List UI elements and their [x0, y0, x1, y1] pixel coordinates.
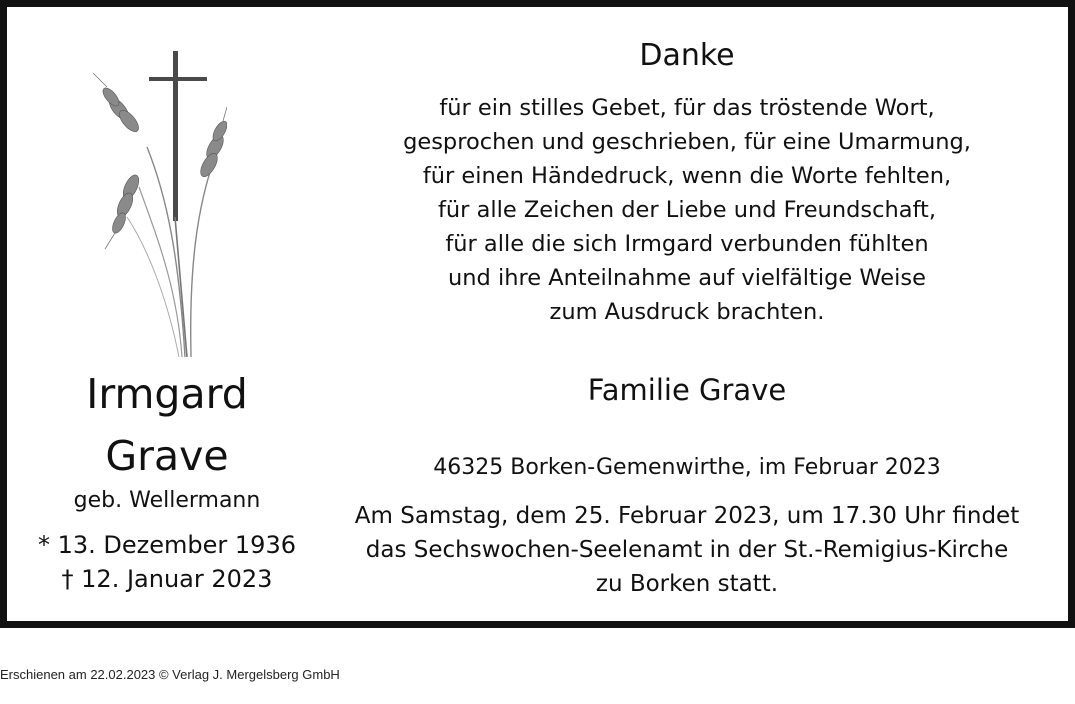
last-name: Grave [105, 432, 229, 480]
birth-date: * 13. Dezember 1936 [38, 531, 296, 559]
publication-credit: Erschienen am 22.02.2023 © Verlag J. Mergelsberg GmbH [0, 667, 340, 682]
first-name: Irmgard [86, 370, 248, 418]
death-date: † 12. Januar 2023 [61, 565, 273, 593]
thanks-line: gesprochen und geschrieben, für eine Umarmung, [403, 129, 971, 155]
service-announcement [327, 499, 1047, 601]
cross-with-wheat-icon [87, 37, 227, 357]
thanks-line: zum Ausdruck brachten. [549, 299, 825, 325]
service-line: Am Samstag, dem 25. Februar 2023, um 17.30 Uhr findet [354, 503, 1020, 529]
thanks-column [327, 7, 1047, 621]
place-date: 46325 Borken-Gemenwirthe, im Februar 2023 [433, 455, 941, 480]
service-line: zu Borken statt. [595, 571, 779, 597]
thanks-text [327, 91, 1047, 329]
deceased-column [7, 7, 327, 621]
family-signature: Familie Grave [587, 373, 787, 407]
thanks-line: für alle Zeichen der Liebe und Freundschaft, [438, 197, 936, 223]
thanks-line: für alle die sich Irmgard verbunden fühlten [445, 231, 929, 257]
thanks-title: Danke [639, 38, 735, 73]
maiden-name: geb. Wellermann [73, 488, 261, 513]
thanks-line: und ihre Anteilnahme auf vielfältige Weise [448, 265, 926, 291]
thanks-line: für ein stilles Gebet, für das tröstende Wort, [439, 95, 935, 121]
thanks-line: für einen Händedruck, wenn die Worte fehlten, [422, 163, 952, 189]
service-line: das Sechswochen-Seelenamt in der St.-Remigius-Kirche [365, 537, 1009, 563]
